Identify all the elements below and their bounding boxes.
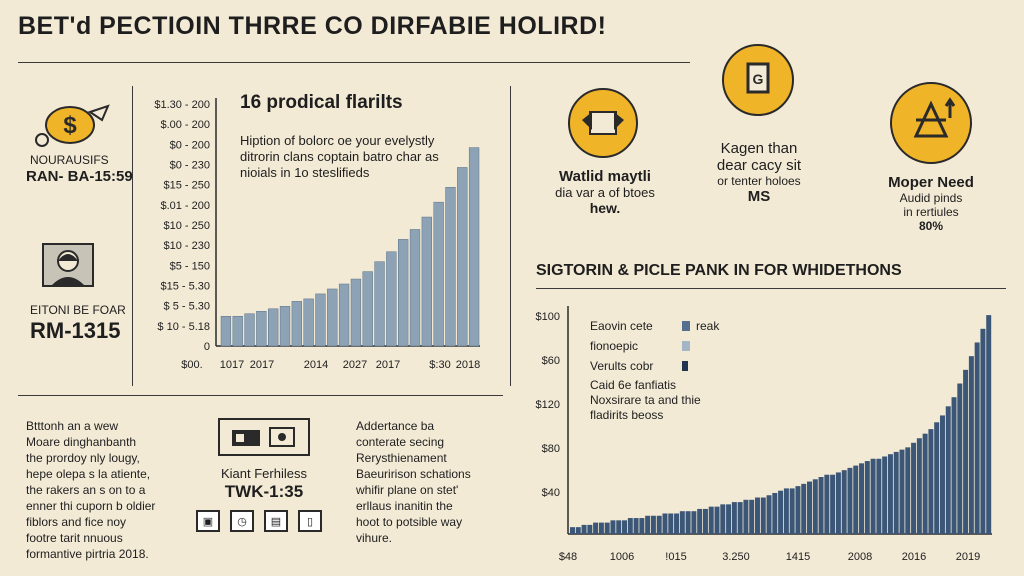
feature-1-line: Watlid maytli: [559, 168, 651, 185]
bar: [882, 456, 887, 534]
feature-3-line: 80%: [918, 219, 944, 233]
y-tick-label: $.00 - 200: [160, 119, 210, 132]
bar: [657, 516, 662, 534]
bar: [662, 513, 667, 534]
x-tick-label: $48: [558, 551, 578, 563]
y-tick-label: $40: [541, 487, 560, 499]
bar: [738, 502, 743, 534]
bar: [457, 167, 467, 346]
bar: [410, 229, 420, 346]
svg-text:G: G: [752, 71, 764, 87]
bar: [732, 502, 737, 534]
bar: [316, 294, 326, 346]
store-code: TWK-1:35: [224, 482, 304, 501]
bar: [923, 434, 928, 534]
paragraph-line: Baeuririson schations: [356, 467, 471, 481]
y-tick-label: $0 - 230: [169, 159, 210, 172]
bar: [386, 252, 396, 346]
phone-icon[interactable]: ▯: [298, 510, 322, 532]
feature-circle-2: [722, 44, 794, 116]
feature-3-line: in rertiules: [903, 205, 959, 219]
bar: [830, 475, 835, 534]
bar: [446, 187, 456, 346]
bar: [795, 486, 800, 534]
avatar-icon: [42, 243, 94, 287]
clock-icon[interactable]: ◷: [230, 510, 254, 532]
paragraph-line: vihure.: [356, 531, 393, 545]
legend-item: [590, 336, 719, 356]
bottom-mid-paragraph: [356, 418, 471, 546]
bar: [871, 459, 876, 534]
document-icon: [724, 46, 792, 114]
bar: [980, 329, 985, 534]
legend-item: [590, 316, 719, 336]
bar: [434, 202, 444, 346]
x-tick-label: 1017: [219, 359, 245, 371]
y-tick-label: 0: [203, 341, 210, 353]
bar: [363, 272, 373, 346]
bar: [963, 370, 968, 534]
bar: [940, 415, 945, 534]
bar: [784, 488, 789, 534]
x-tick-label: 2018: [455, 359, 481, 371]
bar: [651, 516, 656, 534]
bar: [836, 472, 841, 534]
bar: [605, 523, 610, 534]
feature-3-line: Moper Need: [888, 174, 974, 191]
legend-swatch: [682, 361, 688, 371]
bar: [469, 148, 479, 346]
bar: [280, 306, 290, 346]
bar: [975, 342, 980, 534]
y-tick-label: $0 - 200: [169, 139, 210, 152]
x-tick-label: 2008: [847, 551, 873, 563]
legend-item: [590, 356, 719, 376]
bar: [221, 316, 231, 346]
paragraph-line: hoot to potsible way: [356, 515, 463, 529]
bar: [859, 463, 864, 534]
bar: [934, 422, 939, 534]
x-tick-label: $:30: [429, 359, 451, 371]
bar: [715, 507, 720, 534]
center-bar-chart: [150, 88, 495, 378]
bar: [824, 475, 829, 534]
legend-label: fionoepic: [590, 339, 639, 353]
paragraph-line: conterate secing: [356, 435, 445, 449]
divider-bottom-left: [18, 395, 503, 396]
bar: [749, 500, 754, 534]
bar: [865, 461, 870, 534]
y-tick-label: $.01 - 200: [160, 199, 210, 212]
right-chart-legend: [590, 316, 719, 423]
feature-3-line: Audid pinds: [899, 191, 963, 205]
bar: [755, 498, 760, 534]
bar: [743, 500, 748, 534]
bar: [819, 477, 824, 534]
bar: [813, 479, 818, 534]
bar: [587, 525, 592, 534]
bar: [888, 454, 893, 534]
paragraph-line: fiblors and fice noy: [26, 515, 127, 529]
bottom-left-paragraph: [26, 418, 155, 562]
bar: [339, 284, 349, 346]
bar: [853, 466, 858, 534]
y-tick-label: $ 10 - 5.18: [157, 320, 210, 333]
x-tick-label: 2019: [955, 551, 981, 563]
bar: [268, 309, 278, 346]
paragraph-line: Btttonh an a wew: [26, 419, 119, 433]
right-chart-heading: SIGTORIN & PICLE PANK IN FOR WHIDETHONS: [536, 262, 902, 279]
bar: [969, 356, 974, 534]
x-tick-label: !015: [665, 551, 687, 563]
bar: [628, 518, 633, 534]
bar: [616, 520, 621, 534]
paragraph-line: formantive pirtria 2018.: [26, 547, 149, 561]
storefront-icon: [220, 420, 308, 454]
bar: [680, 511, 685, 534]
store-icon-row: [196, 510, 322, 532]
bar: [720, 504, 725, 534]
right-chart-notes: [590, 378, 719, 423]
feature-2-line: or tenter holoes: [717, 174, 801, 188]
bar: [674, 513, 679, 534]
y-tick-label: $ 5 - 5.30: [163, 300, 210, 313]
avatar-label: EITONI BE FOAR: [30, 303, 126, 317]
title-divider: [18, 62, 690, 63]
bar: [599, 523, 604, 534]
bar: [761, 498, 766, 534]
y-tick-label: $10 - 250: [163, 220, 210, 232]
bar: [790, 488, 795, 534]
note-line: Noxsirare ta and thie: [590, 393, 701, 407]
bar: [709, 507, 714, 534]
feature-text-1: [540, 168, 670, 216]
bar: [422, 217, 432, 346]
legend-label: Verults cobr: [590, 359, 654, 373]
bar: [986, 315, 991, 534]
x-tick-label: 1006: [609, 551, 635, 563]
desc-line: Hiption of bolorc oe your evelystly: [240, 133, 435, 148]
bar: [928, 429, 933, 534]
y-tick-label: $60: [541, 355, 560, 367]
feature-circle-1: [568, 88, 638, 158]
bar: [946, 406, 951, 534]
legend-tag: reak: [696, 319, 720, 333]
paragraph-line: footre tarit nnuous: [26, 531, 123, 545]
feature-1-line: dia var a of btoes: [555, 185, 655, 200]
bar: [807, 482, 812, 534]
bar: [917, 438, 922, 534]
page-title: BET'd PECTIOIN THRRE CO DIRFABIE HOLIRD!: [18, 12, 607, 40]
bar: [767, 495, 772, 534]
bar: [398, 239, 408, 346]
desc-line: ditrorin clans coptain batro char as: [240, 149, 439, 164]
x-tick-label: 2014: [303, 359, 329, 371]
y-tick-label: $15 - 250: [163, 179, 210, 192]
bar: [622, 520, 627, 534]
bar: [256, 311, 266, 346]
bar: [697, 509, 702, 534]
avatar-code: RM-1315: [30, 318, 121, 343]
x-tick-label: $00.: [181, 359, 203, 371]
x-tick-label: 2017: [375, 359, 401, 371]
paragraph-line: Rerysthienament: [356, 451, 447, 465]
bar: [772, 493, 777, 534]
bar: [233, 316, 243, 346]
divider-center: [510, 86, 511, 386]
x-tick-label: 2027: [342, 359, 368, 371]
feature-2-line: dear cacy sit: [716, 157, 802, 174]
bar: [957, 384, 962, 534]
paragraph-line: Addertance ba: [356, 419, 435, 433]
badge-label: NOURAUSIFS: [30, 153, 109, 167]
paragraph-line: enner thi cuporn b oldier: [26, 499, 156, 513]
feature-circle-3: [890, 82, 972, 164]
feature-text-3: [868, 174, 994, 233]
bar: [582, 525, 587, 534]
note-line: fladirits beoss: [590, 408, 664, 422]
dollar-badge-icon: [30, 100, 120, 155]
feature-text-2: [700, 140, 818, 205]
feature-2-line: MS: [747, 188, 771, 205]
bar: [375, 262, 385, 346]
bar: [245, 314, 255, 346]
desc-line: nioials in 1o steslifieds: [240, 165, 370, 180]
bar: [726, 504, 731, 534]
legend-label: Eaovin cete: [590, 319, 653, 333]
y-tick-label: $10 - 230: [163, 240, 210, 253]
bar: [911, 443, 916, 534]
right-chart-divider: [536, 288, 1006, 289]
note-line: Caid 6e fanfiatis: [590, 378, 677, 392]
bar: [645, 516, 650, 534]
hands-icon: [570, 90, 636, 156]
y-tick-label: $1.30 - 200: [154, 99, 210, 111]
store-card: [218, 418, 310, 456]
y-tick-label: $5 - 150: [169, 260, 210, 273]
y-tick-label: $80: [541, 443, 560, 455]
bar: [703, 509, 708, 534]
y-tick-label: $120: [535, 399, 560, 411]
bar: [894, 452, 899, 534]
bar: [900, 450, 905, 534]
bar: [292, 301, 302, 346]
bar: [639, 518, 644, 534]
x-tick-label: 3.250: [722, 551, 750, 563]
bar: [351, 279, 361, 346]
bar: [576, 527, 581, 534]
legend-swatch: [682, 341, 690, 351]
bar: [952, 397, 957, 534]
feature-1-line: hew.: [589, 200, 621, 216]
bar: [842, 470, 847, 534]
bar: [610, 520, 615, 534]
bar: [686, 511, 691, 534]
paragraph-line: the rakers an s on to a: [26, 483, 146, 497]
bar: [593, 523, 598, 534]
bar: [801, 484, 806, 534]
feature-2-line: Kagen than: [720, 140, 798, 157]
bar: [634, 518, 639, 534]
camera-icon[interactable]: ▣: [196, 510, 220, 532]
bar: [691, 511, 696, 534]
paragraph-line: Moare dinghanbanth: [26, 435, 137, 449]
paragraph-line: erllaus inanitin the: [356, 499, 453, 513]
y-tick-label: $100: [535, 311, 560, 323]
bar: [876, 459, 881, 534]
scale-icon: [892, 84, 970, 162]
paragraph-line: hepe olepa s la atiente,: [26, 467, 151, 481]
legend-swatch: [682, 321, 690, 331]
paragraph-line: the prordoy nly lougy,: [26, 451, 140, 465]
bar: [327, 289, 337, 346]
bar: [847, 468, 852, 534]
store-label: Kiant Ferhiless: [221, 466, 307, 481]
divider-left: [132, 86, 133, 386]
x-tick-label: 1415: [785, 551, 811, 563]
bar: [905, 447, 910, 534]
x-tick-label: 2016: [901, 551, 927, 563]
svg-text:$: $: [63, 112, 77, 139]
paragraph-line: whifir plane on stet': [356, 483, 459, 497]
x-tick-label: 2017: [249, 359, 275, 371]
bar: [778, 491, 783, 534]
y-tick-label: $15 - 5.30: [160, 280, 210, 293]
bar: [304, 299, 314, 346]
bag-icon[interactable]: ▤: [264, 510, 288, 532]
bar: [668, 513, 673, 534]
badge-code: RAN- BA-15:59: [26, 168, 133, 185]
center-chart-heading: 16 prodical flarilts: [240, 92, 403, 113]
bar: [570, 527, 575, 534]
